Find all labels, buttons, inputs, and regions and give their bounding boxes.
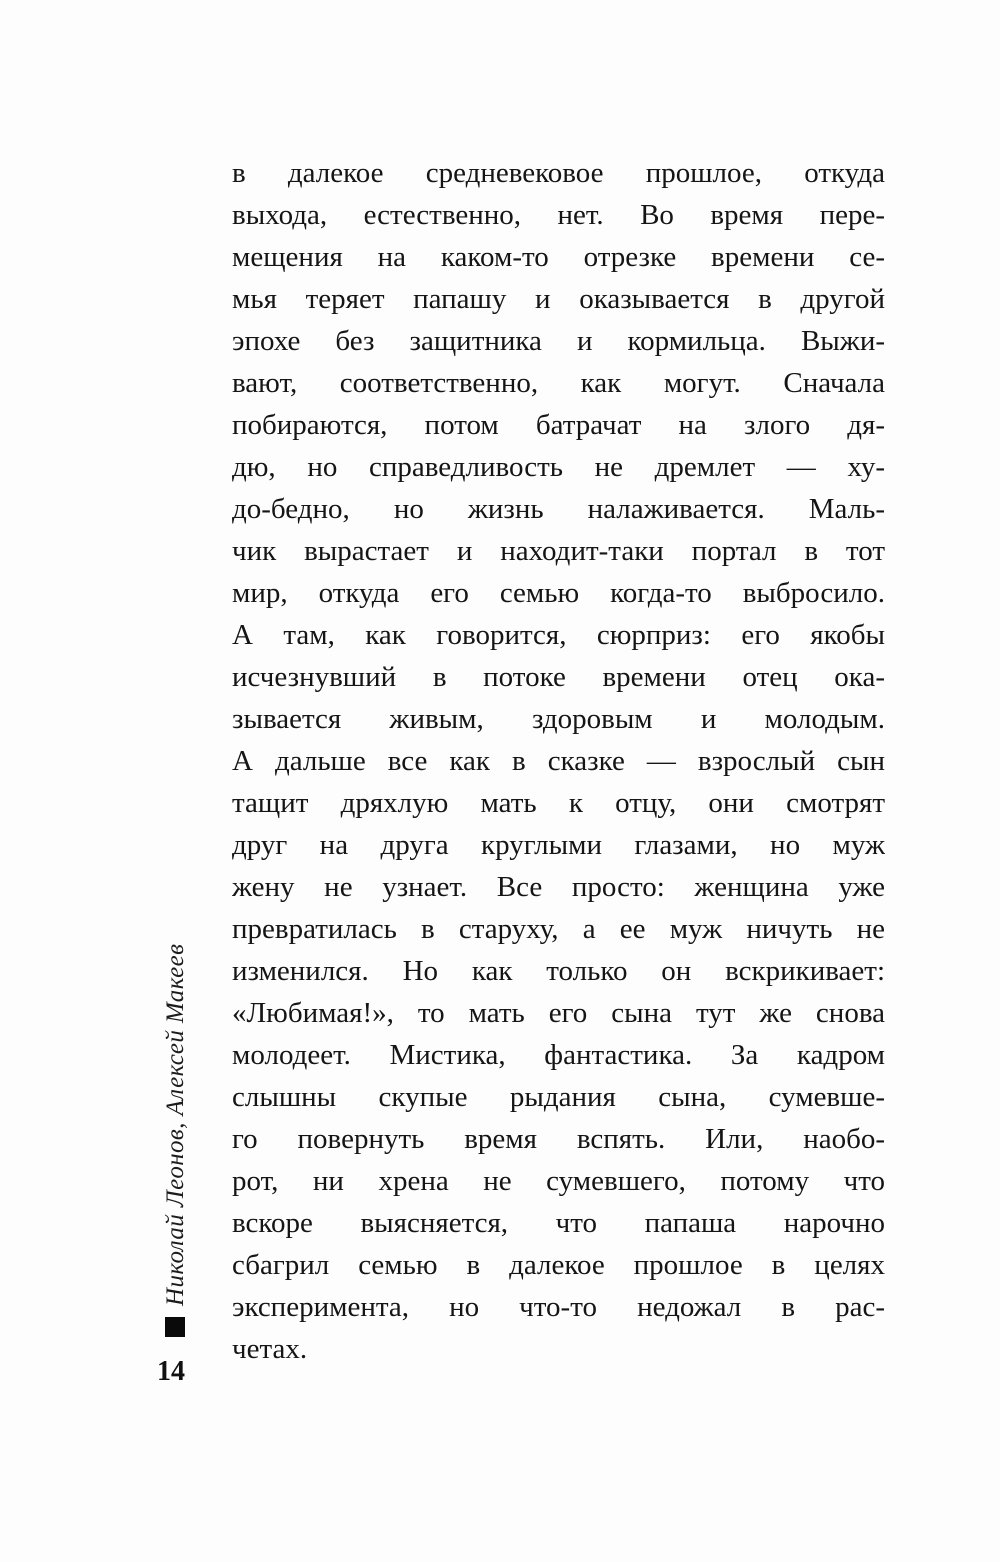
text-line: го повернуть время вспять. Или, наобо-	[232, 1123, 885, 1155]
text-line: чик вырастает и находит-таки портал в тот	[232, 535, 885, 567]
text-line: изменился. Но как только он вскрикивает:	[232, 955, 885, 987]
text-line: зывается живым, здоровым и молодым.	[232, 703, 885, 735]
section-square-marker-icon	[165, 1317, 185, 1337]
text-line: рот, ни хрена не сумевшего, потому что	[232, 1165, 885, 1197]
text-line: эпохе без защитника и кормильца. Выжи-	[232, 325, 885, 357]
text-line: мья теряет папашу и оказывается в другой	[232, 283, 885, 315]
text-line: эксперимента, но что-то недожал в рас-	[232, 1291, 885, 1323]
text-line: дю, но справедливость не дремлет — ху-	[232, 451, 885, 483]
text-line: слышны скупые рыдания сына, сумевше-	[232, 1081, 885, 1113]
text-line: мир, откуда его семью когда-то выбросило.	[232, 577, 885, 609]
text-line: мещения на каком-то отрезке времени се-	[232, 241, 885, 273]
text-line: «Любимая!», то мать его сына тут же снова	[232, 997, 885, 1029]
text-line: молодеет. Мистика, фантастика. За кадром	[232, 1039, 885, 1071]
text-line: побираются, потом батрачат на злого дя-	[232, 409, 885, 441]
body-text	[232, 152, 885, 1370]
text-line: А там, как говорится, сюрприз: его якобы	[232, 619, 885, 651]
author-sidebar-text: Николай Леонов, Алексей Макеев	[162, 943, 189, 1306]
text-line: превратилась в старуху, а ее муж ничуть не	[232, 913, 885, 945]
text-line: сбагрил семью в далекое прошлое в целях	[232, 1249, 885, 1281]
page-number: 14	[157, 1356, 185, 1387]
text-line: в далекое средневековое прошлое, откуда	[232, 157, 885, 189]
text-line: выхода, естественно, нет. Во время пере-	[232, 199, 885, 231]
text-line: вают, соответственно, как могут. Сначала	[232, 367, 885, 399]
text-line: друг на друга круглыми глазами, но муж	[232, 829, 885, 861]
text-line: до-бедно, но жизнь налаживается. Маль-	[232, 493, 885, 525]
text-line: А дальше все как в сказке — взрослый сын	[232, 745, 885, 777]
text-line: исчезнувший в потоке времени отец ока-	[232, 661, 885, 693]
text-line: вскоре выясняется, что папаша нарочно	[232, 1207, 885, 1239]
text-line: четах.	[232, 1333, 308, 1365]
text-line: жену не узнает. Все просто: женщина уже	[232, 871, 885, 903]
text-line: тащит дряхлую мать к отцу, они смотрят	[232, 787, 885, 819]
